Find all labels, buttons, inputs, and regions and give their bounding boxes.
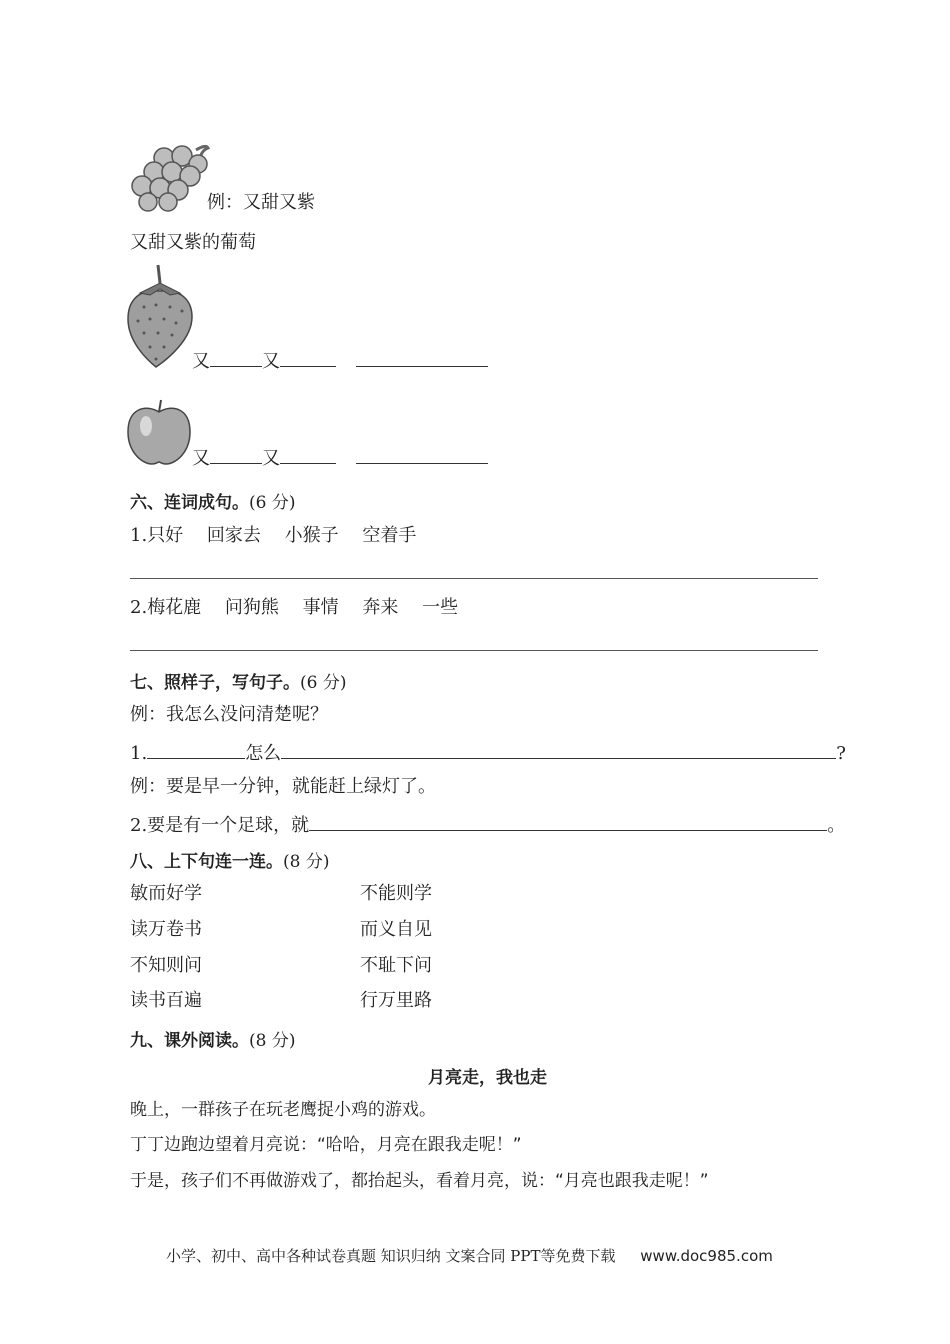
footer-url[interactable]: www.doc985.com [640, 1247, 773, 1265]
passage-line: 丁丁边跑边望着月亮说：“哈哈，月亮在跟我走呢！” [130, 1135, 522, 1155]
passage-title: 月亮走，我也走 [428, 1068, 547, 1088]
word-group-2: 2.梅花鹿 问狗熊 事情 奔来 一些 [130, 597, 459, 618]
section-8-heading: 八、上下句连一连。(8 分) [130, 852, 330, 872]
phrase-blank[interactable] [356, 445, 488, 464]
blank[interactable] [147, 740, 245, 759]
phrase-blank[interactable] [356, 348, 488, 367]
fill-line-apple[interactable]: 又 又 [192, 445, 488, 470]
apple-icon [126, 398, 192, 466]
answer-line-2[interactable] [130, 650, 818, 651]
example-2: 例：要是早一分钟，就能赶上绿灯了。 [130, 776, 436, 797]
footer [166, 1245, 773, 1266]
blank[interactable] [210, 348, 262, 367]
section-9-heading: 九、课外阅读。(8 分) [130, 1031, 296, 1051]
left-item[interactable]: 读万卷书 [130, 919, 202, 940]
blank[interactable] [309, 812, 827, 831]
passage-line: 晚上，一群孩子在玩老鹰捉小鸡的游戏。 [130, 1100, 436, 1120]
sentence-1[interactable]: 1. 怎么 ? [130, 740, 846, 765]
right-item[interactable]: 不耻下问 [360, 955, 432, 976]
sentence-2[interactable]: 2.要是有一个足球，就 。 [130, 812, 845, 837]
right-item[interactable]: 不能则学 [360, 883, 432, 904]
blank[interactable] [280, 445, 336, 464]
right-item[interactable]: 而义自见 [360, 919, 432, 940]
example-phrase: 又甜又紫的葡萄 [130, 232, 256, 253]
right-item[interactable]: 行万里路 [360, 990, 432, 1011]
word-group-1: 1.只好 回家去 小猴子 空着手 [130, 525, 417, 546]
blank[interactable] [281, 740, 836, 759]
passage-line: 于是，孩子们不再做游戏了，都抬起头，看着月亮，说：“月亮也跟我走呢！” [130, 1171, 709, 1191]
section-6-heading: 六、连词成句。(6 分) [130, 493, 296, 513]
left-item[interactable]: 读书百遍 [130, 990, 202, 1011]
blank[interactable] [280, 348, 336, 367]
left-item[interactable]: 敏而好学 [130, 883, 202, 904]
blank[interactable] [210, 445, 262, 464]
footer-text: 小学、初中、高中各种试卷真题 知识归纳 文案合同 PPT等免费下载 [166, 1247, 616, 1265]
fill-line-strawberry[interactable]: 又 又 [192, 348, 488, 373]
left-item[interactable]: 不知则问 [130, 955, 202, 976]
section-7-heading: 七、照样子，写句子。(6 分) [130, 673, 347, 693]
example-1: 例：我怎么没问清楚呢？ [130, 704, 328, 725]
example-label: 例：又甜又紫 [207, 192, 315, 213]
strawberry-icon [126, 263, 194, 369]
answer-line-1[interactable] [130, 578, 818, 579]
grapes-icon [126, 142, 212, 214]
